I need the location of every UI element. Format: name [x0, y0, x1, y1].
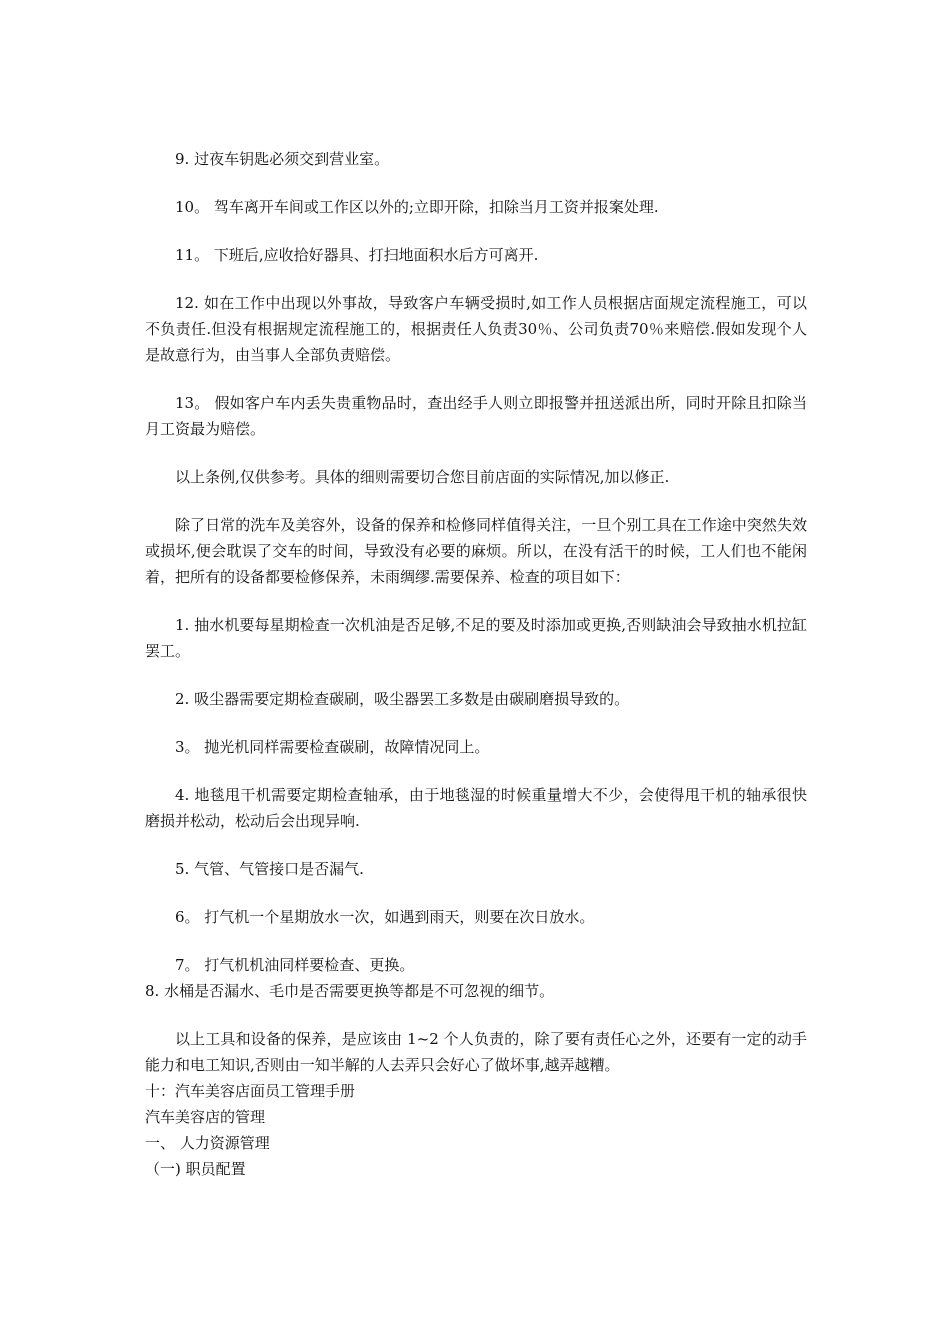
section-heading: 汽车美容店的管理 [145, 1108, 266, 1126]
section-heading: （一) 职员配置 [145, 1160, 246, 1178]
paragraph: 以上条例,仅供参考。具体的细则需要切合您目前店面的实际情况,加以修正. [175, 468, 670, 486]
paragraph: 6。 打气机一个星期放水一次，如遇到雨天，则要在次日放水。 [175, 908, 595, 926]
paragraph: 8. 水桶是否漏水、毛巾是否需要更换等都是不可忽视的细节。 [145, 982, 555, 1000]
paragraph: 7。 打气机机油同样要检查、更换。 [175, 956, 415, 974]
paragraph: 以上工具和设备的保养，是应该由 1~2 个人负责的，除了要有责任心之外，还要有一定的动手能力和电工知识,否则由一知半解的人去弄只会好心了做坏事,越弄越糟。 [145, 1030, 807, 1074]
section-heading: 十：汽车美容店面员工管理手册 [145, 1082, 356, 1100]
paragraph: 2. 吸尘器需要定期检查碳刷，吸尘器罢工多数是由碳刷磨损导致的。 [175, 690, 630, 708]
paragraph: 9. 过夜车钥匙必须交到营业室。 [175, 150, 390, 168]
paragraph: 13。 假如客户车内丢失贵重物品时，查出经手人则立即报警并扭送派出所，同时开除且扣除当月工资最为赔偿。 [145, 394, 807, 438]
paragraph: 10。 驾车离开车间或工作区以外的;立即开除，扣除当月工资并报案处理. [175, 198, 659, 216]
paragraph: 除了日常的洗车及美容外，设备的保养和检修同样值得关注，一旦个别工具在工作途中突然失效或损坏,便会耽误了交车的时间，导致没有必要的麻烦。所以，在没有活干的时候，工人们也不能闲着，把所有的设备都要检修保养，未雨绸缪.需要保养、检查的项目如下： [145, 516, 807, 586]
paragraph: 4. 地毯甩干机需要定期检查轴承，由于地毯湿的时候重量增大不少，会使得甩干机的轴承很快磨损并松动，松动后会出现异响. [145, 786, 807, 830]
paragraph: 11。 下班后,应收拾好器具、打扫地面积水后方可离开. [175, 246, 539, 264]
paragraph: 12. 如在工作中出现以外事故，导致客户车辆受损时,如工作人员根据店面规定流程施工，可以不负责任.但没有根据规定流程施工的，根据责任人负责30％、公司负责70％来赔偿.假如发现个人是故意行为，由当事人全部负责赔偿。 [145, 294, 807, 364]
paragraph: 1. 抽水机要每星期检查一次机油是否足够,不足的要及时添加或更换,否则缺油会导致抽水机拉缸罢工。 [145, 616, 807, 660]
section-heading: 一、 人力资源管理 [145, 1134, 270, 1152]
paragraph: 3。 抛光机同样需要检查碳刷，故障情况同上。 [175, 738, 490, 756]
document-page [145, 146, 807, 1182]
paragraph: 5. 气管、气管接口是否漏气. [175, 860, 364, 878]
